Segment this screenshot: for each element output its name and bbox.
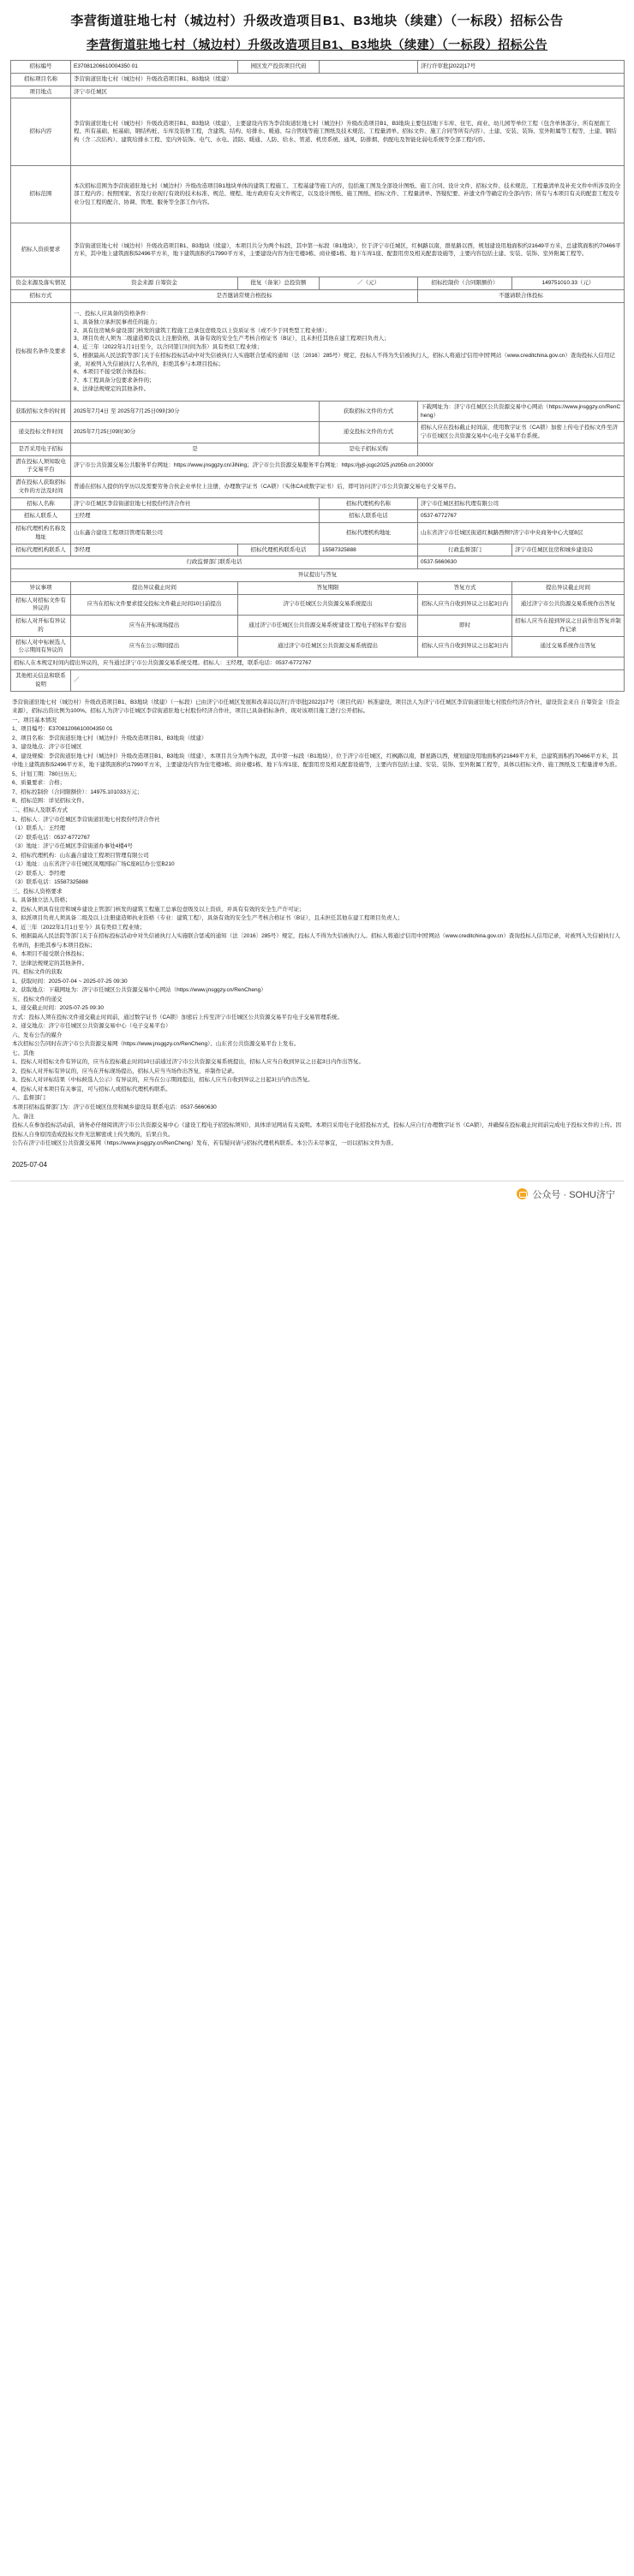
requirement-item: 2、具有住房城乡建设部门核发的建筑工程施工总承包壹级及以上资质证书（或不少于同类型工程业绩）； (74, 327, 331, 334)
buyer-phone-value: 0537-6772767 (418, 510, 625, 523)
body-paragraph: 1、递交截止时间：2025-07-25 09:30 (12, 1005, 104, 1012)
fund-approve-label: 批复（备案）总投资额 (238, 277, 320, 290)
submit-way-label: 递交投标文件的方式 (320, 422, 418, 443)
permit-label: 济行许审批[2022]17号 (418, 61, 625, 74)
body-paragraph: 1、投标人对招标文件有异议的，应当在投标截止时间10日前通过济宁市公共资源交易系统提出，招标人应当自收到异议之日起3日内作出答复。 (12, 1059, 364, 1066)
body-paragraph: 2、项目名称：李营街道驻地七村（城边村）升级改造项目B1、B3地块（续建） (12, 735, 207, 741)
location-label: 项目地点 (11, 86, 71, 98)
body-paragraph: 3、建设地点：济宁市任城区 (12, 744, 82, 751)
scope-value: 本次招标范围为李营街道驻地七村（城边村）升级改造项目B1地块单体的建筑工程施工、工程基建等施工内容，包括施工图及全部设计图纸、施工合同、设计文件、招标文件、技术规范、工程量清单及补充文件中所涉及的全部工程内容；按照国家、省及行业现行有效的技术标准、规范、规程、地方政府有关文件规定，以及设计图纸、施工图纸、招标文件、工程量清单、答疑纪要、补遗文件等确定的全部内容；所有与本项目有关的配套工程及专业分包工程的配合、协调、管理、服务等全部工作内容。 (71, 166, 625, 223)
admin-value: 济宁市任城区住房和城乡建设局 (512, 544, 625, 556)
no-site-label: 是否采用电子招标 (11, 443, 71, 455)
scope-label: 招标范围 (11, 166, 71, 223)
body-paragraph: 5、计划工期：780日历天； (12, 770, 81, 777)
body-paragraph: （2）联系人：李经理 (12, 870, 66, 877)
body-paragraph: 1、具备独立法人资格； (12, 897, 71, 904)
no-site-way-label: 是电子招标采购 (320, 443, 418, 455)
body-paragraph: 李营街道驻地七村（城边村）升级改造项目B1、B3地块（续建）（一标段）已由济宁市任城区发展和改革局以济行许审批[2022]17号（项目代码）核准建设，项目法人为济宁市任城区李营街道驻地七村股份经济合作社，建设资金来自 自筹资金（资金来源），招标出资比例为100%。招标人为济宁市任城区李营街道驻地七村股份经济合作社，项目已具备招标条件，现对该项目施工进行公开招标。 (12, 699, 620, 715)
body-paragraph: 3、投标人对评标结果（中标候选人公示）有异议的，应当在公示期间提出，招标人应当自收到异议之日起3日内作出答复。 (12, 1077, 314, 1084)
table-row (11, 455, 625, 477)
bid-mode-note: 不邀请联合体投标 (418, 290, 625, 303)
bid-mode-label: 招标方式 (11, 290, 71, 303)
page-footer (10, 1181, 624, 1207)
table-row (11, 443, 625, 455)
body-paragraph: 5、根据最高人民法院等部门关于在招标投标活动中对失信被执行人实施联合惩戒的通知（法〔2016〕285号）规定，投标人不得为失信被执行人。招标人将通过'信用中国'网站（www.creditchina.gov.cn）查询投标人信用记录，对被列入失信被执行人名单的，拒绝其参与本项目投标； (12, 933, 620, 949)
objection-item-deadline: 应当在公示期间提出 (71, 636, 238, 657)
get-doc-way-label: 获取招标文件的方式 (320, 401, 418, 422)
requirement-item: 8、法律法规规定的其他条件。 (74, 385, 150, 392)
buyer-label: 招标人名称 (11, 497, 71, 510)
body-paragraph: 方式：投标人须在投标文件递交截止时间前，通过数字证书（CA锁）加密后上传至济宁市任城区公共资源交易平台电子交易管理系统。 (12, 1014, 344, 1020)
table-row (11, 61, 625, 74)
approval-label: 园区发产投资项目代码 (238, 61, 320, 74)
objection-col-4: 答复方式 (418, 581, 512, 594)
objection-row (11, 594, 625, 616)
body-paragraph: 二、招标人及联系方式 (12, 806, 68, 813)
table-row (11, 302, 625, 401)
table-row (11, 669, 625, 691)
objection-item-deadline: 应当在开标现场提出 (71, 616, 238, 637)
buyer-value: 济宁市任城区李营街道驻地七村股份经济合作社 (71, 497, 320, 510)
body-paragraph: 1、项目编号：E37081206610004350 01 (12, 726, 113, 733)
fund-source (71, 277, 238, 290)
bid-mode-value: 是否邀请常规合格投标 (71, 290, 418, 303)
objection-item-period: 即时 (418, 616, 512, 637)
admin-label: 行政监督部门 (418, 544, 512, 556)
objection-col-5: 提出异议截止时间 (512, 581, 625, 594)
body-paragraph: （1）联系人：王经理 (12, 825, 66, 832)
body-paragraph: 三、投标人资格要求 (12, 888, 63, 895)
objection-col-1: 异议事项 (11, 581, 71, 594)
body-paragraph: 1、获取时间：2025-07-04 ~ 2025-07-25 09:30 (12, 978, 128, 985)
fund-control-label: 招标控制价（合同限额价） (418, 277, 512, 290)
table-row (11, 401, 625, 422)
table-row (11, 86, 625, 98)
buyer-contact-value: 王经理 (71, 510, 320, 523)
requirement-item: 一、投标人应具备的资格条件： (74, 311, 152, 318)
body-paragraph: （2）联系电话：0537-6772767 (12, 834, 91, 841)
no-site-value: 是 (71, 443, 320, 455)
admin-phone-value: 0537-5660630 (418, 556, 625, 569)
body-paragraph: 2、招标代理机构：山东鑫合建设工程项目管理有限公司 (12, 852, 149, 859)
body-paragraph: （1）地址：山东省济宁市任城区凤凰国际广场C座8层办公室B210 (12, 861, 175, 868)
objection-col-3: 答复期限 (238, 581, 418, 594)
objection-item-subject: 招标人对中标候选人公示期间有异议的 (11, 636, 71, 657)
agent-value: 济宁市任城区招标代理有限公司 (418, 497, 625, 510)
no-site-way-value (418, 443, 625, 455)
project-name-value: 李营街道驻地七村（城边村）升级改造项目B1、B3地块（续建） (71, 73, 625, 86)
objection-col-row (11, 581, 625, 594)
agent-addr-label: 招标代理机构名称及地址 (11, 523, 71, 544)
body-paragraph: 投标人在参加投标活动前，请务必仔细阅读济宁市公共资源交易中心《建设工程电子招投标须知》，具体详见网站有关说明。本项目采用电子化招投标方式，投标人应自行办理数字证书（CA锁），并确保在投标截止时间前完成电子投标文件的上传。因投标人自身原因造成投标文件无法解密或上传失败的，后果自负。 (12, 1122, 622, 1138)
agent-addr2-label: 招标代理机构地址 (320, 523, 418, 544)
requirement-label: 投标报名条件及要求 (11, 302, 71, 401)
requirement-list (71, 302, 625, 401)
fund-source-value: 自筹资金 (154, 280, 177, 287)
get-doc-time-value: 2025年7月4日 至 2025年7月25日09时30分 (71, 401, 320, 422)
fund-label: 资金来源及落实情况 (11, 277, 71, 290)
body-paragraph: 4、近三年（2022年1月1日至今）具有类似工程业绩； (12, 924, 146, 931)
approval-value (320, 61, 418, 74)
extra-label: 其他相关信息和联系说明 (11, 669, 71, 691)
qualify-label: 招标人资质要求 (11, 223, 71, 277)
ca-value: 普通在招标人提供的学历以及需要劳务合伙企业单位上注册，办理数字证书（CA锁）（实体CA或数字证书）后，即可访问济宁市公共资源交易电子交易平台。 (71, 477, 625, 498)
location-value: 济宁市任城区 (71, 86, 625, 98)
objection-item-subject: 招标人对开标有异议的 (11, 616, 71, 637)
body-paragraph: 公告在济宁市任城区公共资源交易网（https://www.jnsggzy.cn/RenCheng）发布，若有疑问请与招标代理机构联系。本公告未尽事宜，一切以招标文件为准。 (12, 1140, 398, 1147)
fund-approve-value: ／（元） (320, 277, 418, 290)
body-paragraph: 1、招标人：济宁市任城区李营街道驻地七村股份经济合作社 (12, 816, 160, 823)
table-row (11, 290, 625, 303)
body-paragraph: 6、质量要求：合格； (12, 780, 66, 787)
content-value: 李营街道驻地七村（城边村）升级改造项目B1、B3地块（续建），主要建设内容为李营街道驻地七村（城边村）升级改造项目B1、B3地块主要包括地下车库、住宅、商业、幼儿园等单位工程（包含单体部分、所有屋面工程、所有基础、桩基础、钢结构桩、车库及装修工程，含建筑、结构、给排水、暖通、综合管线等施工图纸及技术规范、工程量清单、招标文件、施工合同等所有内容）、土建、安装、装饰、室外附属等工程等，土建、钢结构（含二次结构）、建筑给排水工程、室内外装饰、电气、水电、消防、暖通、人防、给水、管道、机房系统、通风、防排烟、供配电及智能化弱电系统等全部工程内容。 (71, 98, 625, 166)
table-row (11, 422, 625, 443)
requirement-item: 1、具备独立承担民事责任的能力； (74, 318, 161, 325)
body-paragraph: 七、其他 (12, 1050, 34, 1056)
objection-item-reply: 招标人应当在接到异议之日前作出答复并制作记录 (512, 616, 625, 637)
objection-item-reply: 通过交易系统作出答复 (512, 636, 625, 657)
document-page (0, 0, 634, 1207)
table-row (11, 510, 625, 523)
agent-contact-value: 李经理 (71, 544, 238, 556)
body-paragraph: 本次招标公告同时在济宁市公共资源交易网（https://www.jnsggzy.cn/RenCheng）、山东省公共资源交易平台上发布。 (12, 1041, 300, 1048)
submit-time-value: 2025年7月25日09时30分 (71, 422, 320, 443)
table-row (11, 657, 625, 670)
body-paragraph: 2、投标人须具有住房和城乡建设主管部门核发的建筑工程施工总承包壹级及以上资质，并具有有效的安全生产许可证； (12, 906, 305, 913)
project-name-label: 招标项目名称 (11, 73, 71, 86)
ca-label: 潜在投标人获取招标文件的方法及时间 (11, 477, 71, 498)
objection-header: 异议提出与答复 (11, 569, 625, 582)
requirement-item: 7、本工程具备分包要求条件的； (74, 378, 155, 384)
fund-source-label: 资金来源 (131, 280, 154, 287)
body-paragraph: 四、招标文件的获取 (12, 969, 63, 976)
body-paragraph: 4、建设规模：李营街道驻地七村（城边村）升级改造项目B1、B3地块（续建），本项目共分为两个标段，其中第一标段（B1地块），位于济宁市任城区，红枫路以南，群星路以西，规划建设用地面积约21649平方米，总建筑面积约70466平方米，其中地上建筑面积52496平方米，地下建筑面积约17990平方米，主要建设内容为住宅楼3栋、商业楼1栋、地下车库1座、配套用房及相关配套设施等，主要内容包括土建、安装、装饰、室外附属工程等，具体以招标文件、施工图纸及工程量清单为准。 (12, 753, 620, 769)
body-paragraph: 本项目招标监督部门为：济宁市任城区住房和城乡建设局 联系电话：0537-5660630 (12, 1104, 217, 1110)
table-row (11, 166, 625, 223)
bid-no-label: 招标编号 (11, 61, 71, 74)
body-paragraph: 2、投标人对开标有异议的，应当在开标现场提出，招标人应当当场作出答复，并制作记录。 (12, 1068, 238, 1074)
body-paragraph: （3）地址：济宁市任城区李营街道办事处4楼4号 (12, 843, 133, 850)
body-paragraph: 2、递交地点：济宁市任城区公共资源交易中心（电子交易平台） (12, 1023, 171, 1030)
body-paragraph: 4、投标人对本项目有关事宜，可与招标人或招标代理机构联系。 (12, 1086, 171, 1092)
objection-item-reply: 通过济宁市公共资源交易系统作出答复 (512, 594, 625, 616)
table-row (11, 98, 625, 166)
objection-item-subject: 招标人对招标文件有异议的 (11, 594, 71, 616)
get-doc-way-value: 下载网址为：济宁市任城区公共资源交易中心网站（https://www.jnsggzy.cn/RenCheng） (418, 401, 625, 422)
bid-no-value: E37081206610004350 01 (71, 61, 238, 74)
body-paragraph: 2、获取地点：下载网址为：济宁市任城区公共资源交易中心网站（https://www.jnsggzy.cn/RenCheng） (12, 987, 266, 994)
agent-addr-value: 山东鑫合建设工程项目管理有限公司 (71, 523, 320, 544)
platform-value: 济宁市公共资源交易公共服务平台网址：https://www.jnsggzy.cn/JiNing；济宁市公共资源交易服务平台网址：https://jyjt-jcgc2025.jnzb5b.cn:20000/ (71, 455, 625, 477)
platform-label: 潜在投标人须知取电子交易平台 (11, 455, 71, 477)
objection-item-period: 招标人应当自收到异议之日起3日内 (418, 636, 512, 657)
page-title: 李营街道驻地七村（城边村）升级改造项目B1、B3地块（续建）（一标段）招标公告 (70, 14, 564, 28)
announcement-body (10, 699, 624, 1149)
objection-header-row (11, 569, 625, 582)
agent-contact-label: 招标代理机构联系人 (11, 544, 71, 556)
body-paragraph: 3、拟派项目负责人须具备二级及以上注册建造师执业资格（专业：建筑工程），具备有效的安全生产考核合格证书（B证），且未担任其他在建工程项目负责人； (12, 915, 404, 922)
objection-col-2: 提出异议截止时间 (71, 581, 238, 594)
publish-date: 2025-07-04 (12, 1160, 47, 1169)
body-paragraph: 九、备注 (12, 1113, 34, 1120)
table-row (11, 477, 625, 498)
body-paragraph: 八、监督部门 (12, 1095, 45, 1102)
objection-footer: 招标人在本规定时间内提出异议的，应当通过济宁市公共资源交易系统受理。招标人：王经理，联系电话：0537-6772767 (11, 657, 625, 670)
agent-phone-label: 招标代理机构联系电话 (238, 544, 320, 556)
announcement-table (10, 60, 625, 692)
requirement-item: 6、本项目不接受联合体投标； (74, 369, 150, 376)
buyer-phone-label: 招标人联系电话 (320, 510, 418, 523)
footer-brand-text: 公众号 · SOHU济宁 (532, 1189, 615, 1200)
fund-control-value: 149751010.33（元） (512, 277, 625, 290)
page-subtitle: 李营街道驻地七村（城边村）升级改造项目B1、B3地块（续建）（一标段）招标公告 (86, 37, 548, 51)
table-row (11, 497, 625, 510)
extra-value: ／ (71, 669, 625, 691)
table-row (11, 73, 625, 86)
get-doc-time-label: 获取招标文件的时间 (11, 401, 71, 422)
objection-row (11, 636, 625, 657)
body-paragraph: 六、发布公告的媒介 (12, 1032, 63, 1038)
requirement-item: 3、项目负责人须为二级建造师及以上注册资格，具备有效的安全生产考核合格证书（B证），且未担任其他在建工程项目负责人； (74, 336, 390, 342)
objection-item-deadline: 应当在招标文件要求提交投标文件截止时间10日前提出 (71, 594, 238, 616)
requirement-item: 4、近三年（2022年1月1日至今，以合同签订时间为准）具有类似工程业绩； (74, 344, 263, 351)
objection-item-channel: 通过济宁市任城区公共资源交易系统'建设工程电子招标平台'提出 (238, 616, 418, 637)
qualify-value: 李营街道驻地七村（城边村）升级改造项目B1、B3地块（续建），本项目共分为两个标段，其中第一标段（B1地块），位于济宁市任城区，红枫路以南，群星路以西，规划建设用地面积约21649平方米，总建筑面积约70466平方米，其中地上建筑面积52496平方米，地下建筑面积约17990平方米，主要建设内容为住宅楼3栋、商业楼1栋、地下车库1座、配套用房及相关配套设施等，主要内容包括土建、安装、装饰、室外附属工程等。 (71, 223, 625, 277)
body-paragraph: 8、招标范围：详见招标文件。 (12, 798, 88, 805)
agent-phone-value: 15587325888 (320, 544, 418, 556)
body-paragraph: 7、法律法规规定的其他条件。 (12, 960, 88, 967)
table-row (11, 223, 625, 277)
admin-phone-label: 行政监督部门联系电话 (11, 556, 418, 569)
objection-item-channel: 通过济宁市任城区公共资源交易系统提出 (238, 636, 418, 657)
body-paragraph: 6、本项目不接受联合体投标； (12, 951, 88, 958)
body-paragraph: 7、招标控制价（合同限额价）：14975.101033万元； (12, 788, 143, 795)
objection-item-channel: 济宁市任城区公共资源交易系统提出 (238, 594, 418, 616)
table-row (11, 544, 625, 556)
table-row (11, 523, 625, 544)
submit-time-label: 递交投标文件时间 (11, 422, 71, 443)
content-label: 招标内容 (11, 98, 71, 166)
body-paragraph: 五、投标文件的递交 (12, 996, 63, 1002)
sohu-logo-icon (517, 1188, 528, 1199)
objection-item-period: 招标人应当自收到异议之日起3日内 (418, 594, 512, 616)
requirement-item: 5、根据最高人民法院等部门关于在招标投标活动中对失信被执行人实施联合惩戒的通知（法〔2016〕285号）规定，投标人不得为失信被执行人，招标人将通过'信用中国'网站（www.creditchina.gov.cn）查询投标人信用记录，对被列入失信被执行人名单的，拒绝其参与本项目投标； (74, 352, 615, 367)
body-paragraph: （3）联系电话：15587325888 (12, 879, 88, 886)
table-row (11, 277, 625, 290)
agent-label: 招标代理机构名称 (320, 497, 418, 510)
objection-row (11, 616, 625, 637)
buyer-contact-label: 招标人联系人 (11, 510, 71, 523)
sohu-brand (517, 1187, 615, 1201)
submit-way-value: 招标人应在投标截止时间前，使用数字证书（CA锁）加密上传电子投标文件至济宁市任城区公共资源交易中心电子交易平台系统。 (418, 422, 625, 443)
body-paragraph: 一、项目基本情况 (12, 717, 57, 723)
table-row (11, 556, 625, 569)
agent-addr2-value: 山东省济宁市任城区街道红枫路西侧?济宁市中央商务中心大厦8层 (418, 523, 625, 544)
